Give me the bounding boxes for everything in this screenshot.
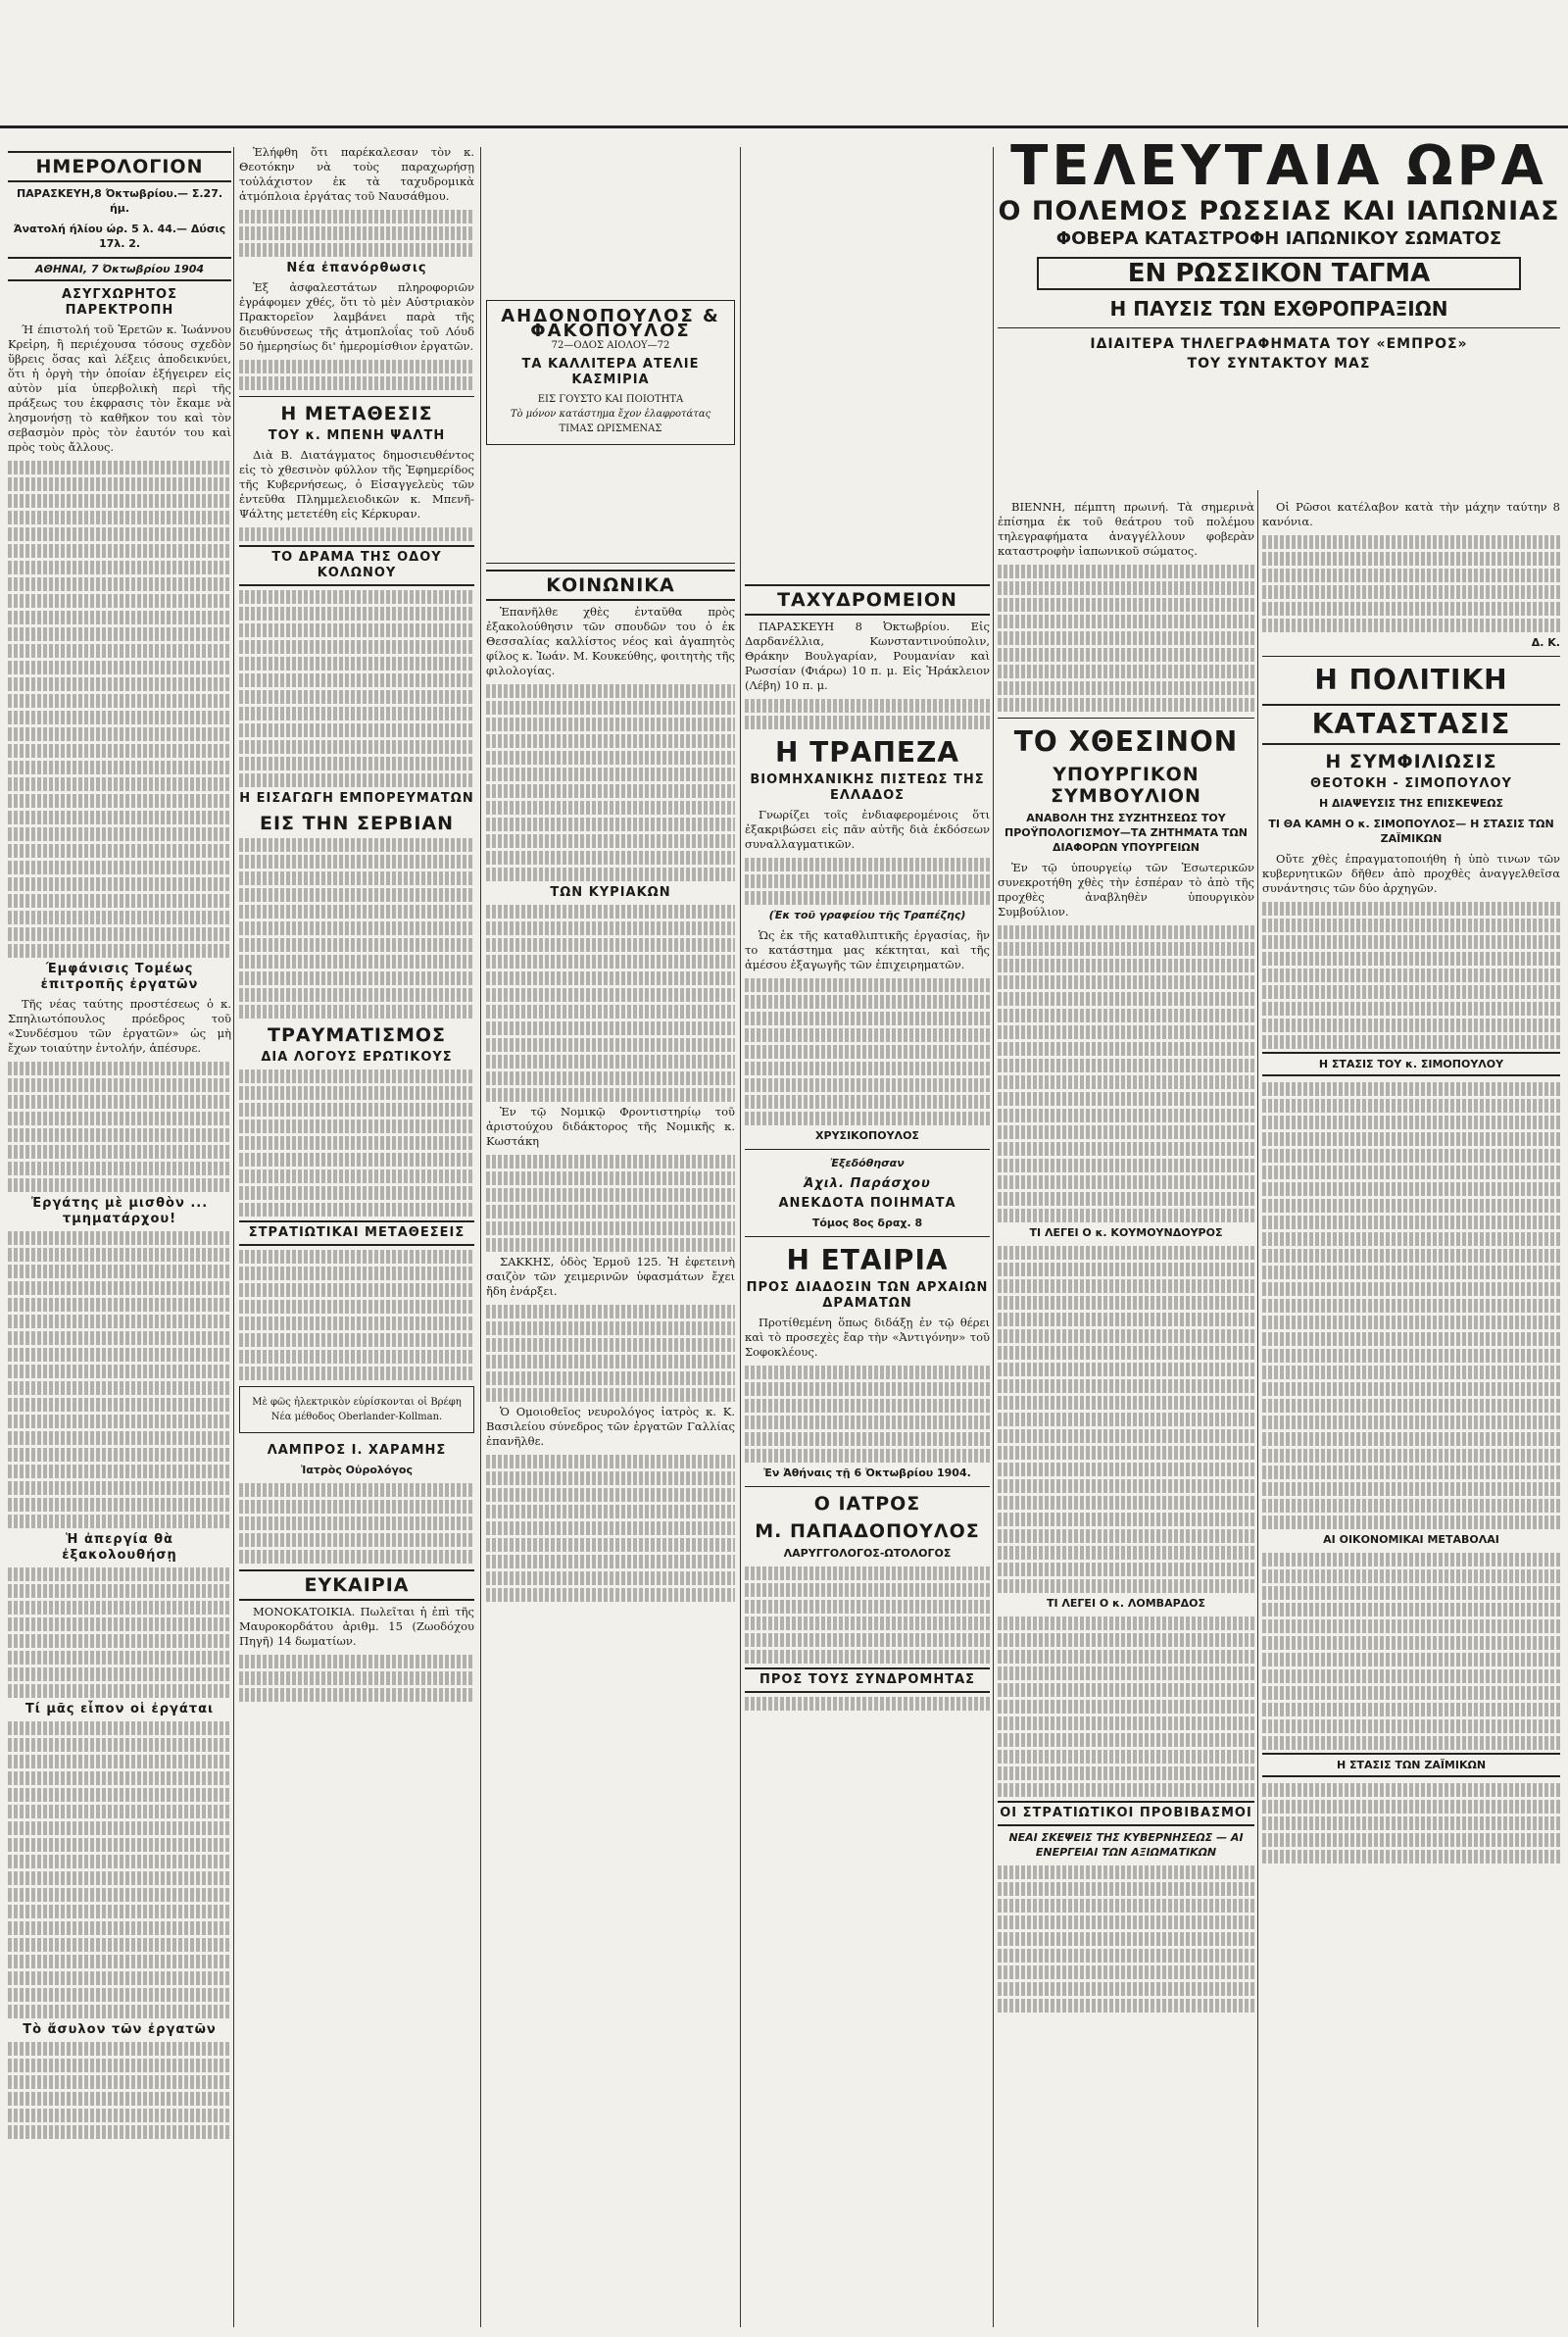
article-headline: ΤΑΧΥΔΡΟΜΕΙΟΝ (745, 584, 990, 616)
source-note: (Ἐκ τοῦ γραφείου τῆς Τραπέζης) (768, 909, 966, 921)
section-heading: ΑΣΥΓΧΩΡΗΤΟΣ ΠΑΡΕΚΤΡΟΠΗ (62, 287, 177, 318)
article-headline: ΕΥΚΑΙΡΙΑ (239, 1569, 474, 1601)
article-subheadline: ΔΙΑ ΛΟΓΟΥΣ ΕΡΩΤΙΚΟΥΣ (261, 1050, 453, 1065)
signature: Δ. Κ. (1531, 636, 1560, 649)
article-subheadline: Η ΔΙΑΨΕΥΣΙΣ ΤΗΣ ΕΠΙΣΚΕΨΕΩΣ (1318, 797, 1504, 810)
article-body: Ἐλήφθη ὅτι παρέκαλεσαν τὸν κ. Θεοτόκην νὰ τοὺς παραχωρήσῃ τοὐλάχιστον ἐκ τὰ ταχυδρομικὰ ἀτμόπλοια ἐργάτας τοῦ Ναυσάθμου. (239, 145, 474, 203)
article-subheadline: ΑΝΑΒΟΛΗ ΤΗΣ ΣΥΖΗΤΗΣΕΩΣ ΤΟΥ ΠΡΟΫΠΟΛΟΓΙΣΜΟΥ—ΤΑ ΖΗΤΗΜΑΤΑ ΤΩΝ ΔΙΑΦΟΡΩΝ ΥΠΟΥΡΓΕΙΩΝ (1004, 812, 1248, 854)
ad-role: Ἰατρὸς Οὐρολόγος (301, 1464, 413, 1476)
ad-line: Τὸ μόνον κατάστημα ἔχον ἐλαφροτάτας (510, 409, 711, 420)
ad-name: ΑΗΔΟΝΟΠΟΥΛΟΣ & ΦΑΚΟΠΟΥΛΟΣ (501, 306, 720, 341)
article-headline: ΟΙ ΣΤΡΑΤΙΩΤΙΚΟΙ ΠΡΟΒΙΒΑΣΜΟΙ (998, 1801, 1254, 1826)
article-headline: ΚΟΙΝΩΝΙΚΑ (486, 570, 735, 601)
date-line: ΠΑΡΑΣΚΕΥΗ,8 Όκτωβρίου.— Σ.27. ήμ. (16, 187, 223, 215)
ad-text: Μὲ φῶς ἠλεκτρικὸν εὑρίσκονται οἱ Βρέφη Νέα μέθοδος Oberlander-Kollman. (252, 1397, 462, 1422)
ad-line: ΤΙΜΑΣ ΩΡΙΣΜΕΝΑΣ (559, 423, 662, 434)
column-divider (480, 147, 481, 2327)
breaking-news-banner (998, 134, 1560, 373)
article-body: Διὰ Β. Διατάγματος δημοσιευθέντος εἰς τὸ χθεσινὸν φύλλον τῆς Ἐφημερίδος τῆς Κυβερνήσεως, ὁ Εἰσαγγελεὺς τῶν ἐντεῦθα Πλημμελειοδικῶν κ. Μπενῆ-Ψάλτης μετετέθη εἰς Κέρκυραν. (239, 448, 474, 521)
article-headline: Ο ΙΑΤΡΟΣ (813, 1493, 921, 1515)
article-body: Ἐξ ἀσφαλεστάτων πληροφοριῶν ἐγράφομεν χθές, ὅτι τὸ μὲν Αὐστριακὸν Πρακτορεῖον λαμβάνει παρὰ τῆς διευθύνσεως τῆς ἀτμοπλοΐας τοῦ Λόυδ 50 ἡμερησίως δι' ἡμερομίσθιον ἐργατῶν. (239, 280, 474, 353)
article-subheadline: ΒΙΟΜΗΧΑΝΙΚΗΣ ΠΙΣΤΕΩΣ ΤΗΣ ΕΛΛΑΔΟΣ (750, 772, 985, 803)
article-headline: Η ΕΙΣΑΓΩΓΗ ΕΜΠΟΡΕΥΜΑΤΩΝ (239, 791, 474, 806)
ad-name: ΛΑΜΠΡΟΣ Ι. ΧΑΡΑΜΗΣ (267, 1443, 447, 1458)
calendar-title: ΗΜΕΡΟΛΟΓΙΟΝ (8, 151, 231, 182)
section-heading: Νέα ἐπανόρθωσις (286, 261, 427, 275)
article-headline: ΠΡΟΣ ΤΟΥΣ ΣΥΝΔΡΟΜΗΤΑΣ (745, 1667, 990, 1693)
article-headline: ΚΑΤΑΣΤΑΣΙΣ (1262, 704, 1560, 745)
article-body: Ὁ Ομοιοθεῖος νευρολόγος ἰατρὸς κ. Κ. Βασιλείου σύνεδρος τῶν ἐργατῶν Γαλλίας ἐπανῆλθε. (486, 1405, 735, 1448)
column-divider (993, 147, 994, 2327)
banner-title: ΤΕΛΕΥΤΑΙΑ ΩΡΑ (1010, 134, 1547, 198)
article-headline: Η ΤΡΑΠΕΖΑ (774, 736, 959, 769)
article-subheadline: ΝΕΑΙ ΣΚΕΨΕΙΣ ΤΗΣ ΚΥΒΕΡΝΗΣΕΩΣ — ΑΙ ΕΝΕΡΓΕΙΑΙ ΤΩΝ ΑΞΙΩΜΑΤΙΚΩΝ (1008, 1831, 1244, 1859)
banner-subheadline: Η ΠΑΥΣΙΣ ΤΩΝ ΕΧΘΡΟΠΡΑΞΙΩΝ (1109, 297, 1448, 321)
section-heading: Ἡ ἀπεργία θὰ ἐξακολουθήσῃ (62, 1532, 177, 1563)
section-heading: Έμφάνισις Τομέως ἐπιτροπῆς ἐργατῶν (40, 962, 199, 992)
article-body: ΣΑΚΚΗΣ, ὁδὸς Ἑρμοῦ 125. Ἡ ἐφετεινὴ σαιζὸν τῶν χειμερινῶν ὑφασμάτων ἔχει ἤδη ἐνάρξει. (486, 1255, 735, 1298)
article-headline: Η ΠΟΛΙΤΙΚΗ (1314, 664, 1508, 696)
doctor-name: Μ. ΠΑΠΑΔΟΠΟΥΛΟΣ (755, 1520, 980, 1542)
article-body: ΠΑΡΑΣΚΕΥΗ 8 Ὀκτωβρίου. Εἰς Δαρδανέλλια, Κωνσταντινούπολιν, Θράκην Βουλγαρίαν, Ρουμανίαν καὶ Ρωσσίαν (Φιάρω) 10 π. μ. Εἰς Ἡράκλειον (Λέβη) 10 π. μ. (745, 620, 990, 692)
section-heading: Τί μᾶς εἶπον οἱ ἐργάται (24, 1702, 215, 1716)
banner-headline: Ο ΠΟΛΕΜΟΣ ΡΩΣΣΙΑΣ ΚΑΙ ΙΑΠΩΝΙΑΣ (998, 196, 1560, 226)
news-column-4 (745, 578, 990, 2325)
store-advertisement (486, 300, 735, 445)
author-name: Ἀχιλ. Παράσχου (804, 1176, 931, 1191)
article-subheadline: ΠΡΟΣ ΔΙΑΔΟΣΙΝ ΤΩΝ ΑΡΧΑΙΩΝ ΔΡΑΜΑΤΩΝ (746, 1280, 989, 1311)
book-price: Τόμος 8ος δραχ. 8 (811, 1217, 923, 1229)
section-heading: Η ΣΤΑΣΙΣ ΤΩΝ ΖΑΪΜΙΚΩΝ (1262, 1753, 1560, 1777)
dateline: ΑΘΗΝΑΙ, 7 Όκτωβρίου 1904 (8, 257, 231, 281)
article-body: Ἐπανῆλθε χθὲς ἐνταῦθα πρὸς ἐξακολούθησιν τῶν σπουδῶν του ὁ ἐκ Θεσσαλίας καλλίστος νέος καὶ ἀγαπητὸς φίλος κ. Ἰωάν. Μ. Κουκεύθης, φοιτητὴς τῆς φιλολογίας. (486, 605, 735, 677)
section-heading: ΑΙ ΟΙΚΟΝΟΜΙΚΑΙ ΜΕΤΑΒΟΛΑΙ (1323, 1533, 1499, 1546)
banner-subheadline: ΦΟΒΕΡΑ ΚΑΤΑΣΤΡΟΦΗ ΙΑΠΩΝΙΚΟΥ ΣΩΜΑΤΟΣ (1055, 228, 1502, 249)
section-heading: ΤΩΝ ΚΥΡΙΑΚΩΝ (550, 885, 671, 900)
column-divider (1257, 490, 1258, 2327)
ad-line: ΤΑ ΚΑΛΛΙΤΕΡΑ ΑΤΕΛΙΕ ΚΑΣΜΙΡΙΑ (521, 357, 700, 387)
article-body: Τῆς νέας ταύτης προστέσεως ὁ κ. Σπηλιωτόπουλος πρόεδρος τοῦ «Συνδέσμου τῶν ἐργατῶν» ὡς μὴ ἔχων τοιαύτην ἐντολήν, ἀπέσυρε. (8, 997, 231, 1055)
doctor-specialty: ΛΑΡΥΓΓΟΛΟΓΟΣ-ΩΤΟΛΟΓΟΣ (783, 1547, 952, 1560)
article-headline: ΤΟ ΧΘΕΣΙΝΟΝ (1013, 725, 1239, 758)
column-divider (233, 147, 234, 2327)
news-column-6 (1262, 500, 1560, 2325)
date-line: Ἐν Ἀθήναις τῇ 6 Ὀκτωβρίου 1904. (763, 1467, 971, 1479)
article-body: ΒΙΕΝΝΗ, πέμπτη πρωινή. Τὰ σημερινὰ ἐπίσημα ἐκ τοῦ θεάτρου τοῦ πολέμου τηλεγραφήματα ἀναγγέλλουν φοβερὰν καταστροφὴν ἰαπωνικοῦ σώματος. (998, 500, 1254, 558)
section-heading: Ἐξεδόθησαν (830, 1157, 905, 1169)
article-subheadline: ΘΕΟΤΟΚΗ - ΣΙΜΟΠΟΥΛΟΥ (1310, 776, 1512, 791)
banner-byline: ΙΔΙΑΙΤΕΡΑ ΤΗΛΕΓΡΑΦΗΜΑΤΑ ΤΟΥ «ΕΜΠΡΟΣ» (1090, 336, 1468, 352)
ad-address: 72—ΟΔΟΣ ΑΙΟΛΟΥ—72 (551, 340, 670, 351)
section-heading: Τὸ ἄσυλον τῶν ἐργατῶν (23, 2022, 217, 2037)
article-subheadline: ΥΠΟΥΡΓΙΚΟΝ ΣΥΜΒΟΥΛΙΟΝ (1051, 764, 1201, 807)
section-heading: Η ΣΤΑΣΙΣ ΤΟΥ κ. ΣΙΜΟΠΟΥΛΟΥ (1262, 1052, 1560, 1076)
signature: ΧΡΥΣΙΚΟΠΟΥΛΟΣ (815, 1129, 919, 1142)
article-headline: ΤΡΑΥΜΑΤΙΣΜΟΣ (267, 1024, 446, 1046)
article-headline: Η ΜΕΤΑΘΕΣΙΣ (280, 403, 433, 424)
article-body: Προτίθεμένη ὅπως διδάξῃ ἐν τῷ θέρει καὶ τὸ προσεχὲς ἔαρ τὴν «Ἀντιγόνην» τοῦ Σοφοκλέους. (745, 1316, 990, 1359)
article-headline: ΣΤΡΑΤΙΩΤΙΚΑΙ ΜΕΤΑΘΕΣΕΙΣ (239, 1220, 474, 1246)
article-body: Οὔτε χθὲς ἐπραγματοποιήθη ἡ ὑπὸ τινων τῶν κυβερνητικῶν δῆθεν ἀπὸ προχθὲς ἀναγγελθεῖσα συνάντησις τῶν δύο ἀρχηγῶν. (1262, 852, 1560, 895)
article-body: Ἐν τῷ ὑπουργείῳ τῶν Ἐσωτερικῶν συνεκροτήθη χθὲς τὴν ἑσπέραν τὸ ἀπὸ τῆς προχθὲς ἀναβληθὲν ὑπουργικὸν Συμβούλιον. (998, 861, 1254, 919)
banner-subheadline: ΕΝ ΡΩΣΣΙΚΟΝ ΤΑΓΜΑ (1037, 257, 1521, 290)
article-headline: Η ΕΤΑΙΡΙΑ (786, 1244, 949, 1276)
article-body: Γνωρίζει τοῖς ἐνδιαφερομένοις ὅτι ἐξακριβώσει εἰς πᾶν αὐτῆς διὰ ἐκδόσεων συναλλαγματικῶν. (745, 808, 990, 851)
section-heading: ΤΙ ΛΕΓΕΙ Ο κ. ΚΟΥΜΟΥΝΔΟΥΡΟΣ (1029, 1226, 1223, 1239)
news-column-2 (239, 145, 474, 2325)
article-subheadline: Η ΣΥΜΦΙΛΙΩΣΙΣ (1325, 751, 1497, 772)
article-subheadline: ΤΟΥ κ. ΜΠΕΝΗ ΨΑΛΤΗ (268, 428, 446, 443)
article-subheadline: ΕΙΣ ΤΗΝ ΣΕΡΒΙΑΝ (259, 813, 455, 834)
calendar-column (8, 145, 231, 2325)
article-body: Ἐν τῷ Νομικῷ Φροντιστηρίῳ τοῦ ἀριστούχου διδάκτορος τῆς Νομικῆς κ. Κωστάκη (486, 1105, 735, 1148)
article-headline: ΤΟ ΔΡΑΜΑ ΤΗΣ ΟΔΟΥ ΚΟΛΩΝΟΥ (239, 545, 474, 586)
news-column-5 (998, 500, 1254, 2325)
news-column-3 (486, 294, 735, 2325)
article-body: Ή έπιστολή τοῦ Ἐρετῶν κ. Ἰωάννου Κρεἰρη, ἢ περιέχουσα τόσους σχεδὸν ὕβρεις ὅσας καὶ λέξεις ἀποδεικνύει, ὅτι ἡ ὀργὴ τὴν ὁποίαν ἐξήγειρεν εἰς αὐτὸν μία ὑπερβολικὴ περὶ τῆς πράξεως του ἐκφρασις τὸν ἔκαμε νὰ λησμονήσῃ τὸ καθῆκον του καὶ τὸν σεβασμὸν πρὸς τὸν ἐαυτόν του καὶ πρὸς τοὺς ἄλλους. (8, 323, 231, 454)
article-body: Ὡς ἐκ τῆς καταθλιπτικῆς ἐργασίας, ἣν το κατάστημα μας κέκτηται, καὶ τῆς ἀμέσου ἐξαγωγῆς τῶν ἐπιχειρηματῶν. (745, 928, 990, 971)
top-rule (0, 125, 1568, 128)
book-title: ΑΝΕΚΔΟΤΑ ΠΟΙΗΜΑΤΑ (778, 1196, 956, 1211)
article-body: ΜΟΝΟΚΑΤΟΙΚΙΑ. Πωλεῖται ἡ ἐπὶ τῆς Μαυροκορδάτου ἀριθμ. 15 (Ζωοδόχου Πηγῆ) 14 δωματίων. (239, 1605, 474, 1648)
column-divider (740, 147, 741, 2327)
ad-line: ΕΙΣ ΓΟΥΣΤΟ ΚΑΙ ΠΟΙΟΤΗΤΑ (537, 394, 684, 405)
section-heading: ΤΙ ΛΕΓΕΙ Ο κ. ΛΟΜΒΑΡΔΟΣ (1046, 1597, 1206, 1610)
sun-line: Άνατολή ήλίου ώρ. 5 λ. 44.— Δύσις 17λ. 2. (13, 223, 226, 250)
article-body: Οἱ Ρῶσοι κατέλαβον κατὰ τὴν μάχην ταύτην 8 κανόνια. (1262, 500, 1560, 528)
article-subheadline: ΤΙ ΘΑ ΚΑΜΗ Ο κ. ΣΙΜΟΠΟΥΛΟΣ— Η ΣΤΑΣΙΣ ΤΩΝ ΖΑΪΜΙΚΩΝ (1268, 818, 1554, 845)
banner-byline: ΤΟΥ ΣΥΝΤΑΚΤΟΥ ΜΑΣ (1187, 356, 1371, 372)
section-heading: Ἐργάτης μὲ μισθὸν ... τμηματάρχου! (30, 1196, 209, 1226)
advertisement (239, 1386, 474, 1433)
